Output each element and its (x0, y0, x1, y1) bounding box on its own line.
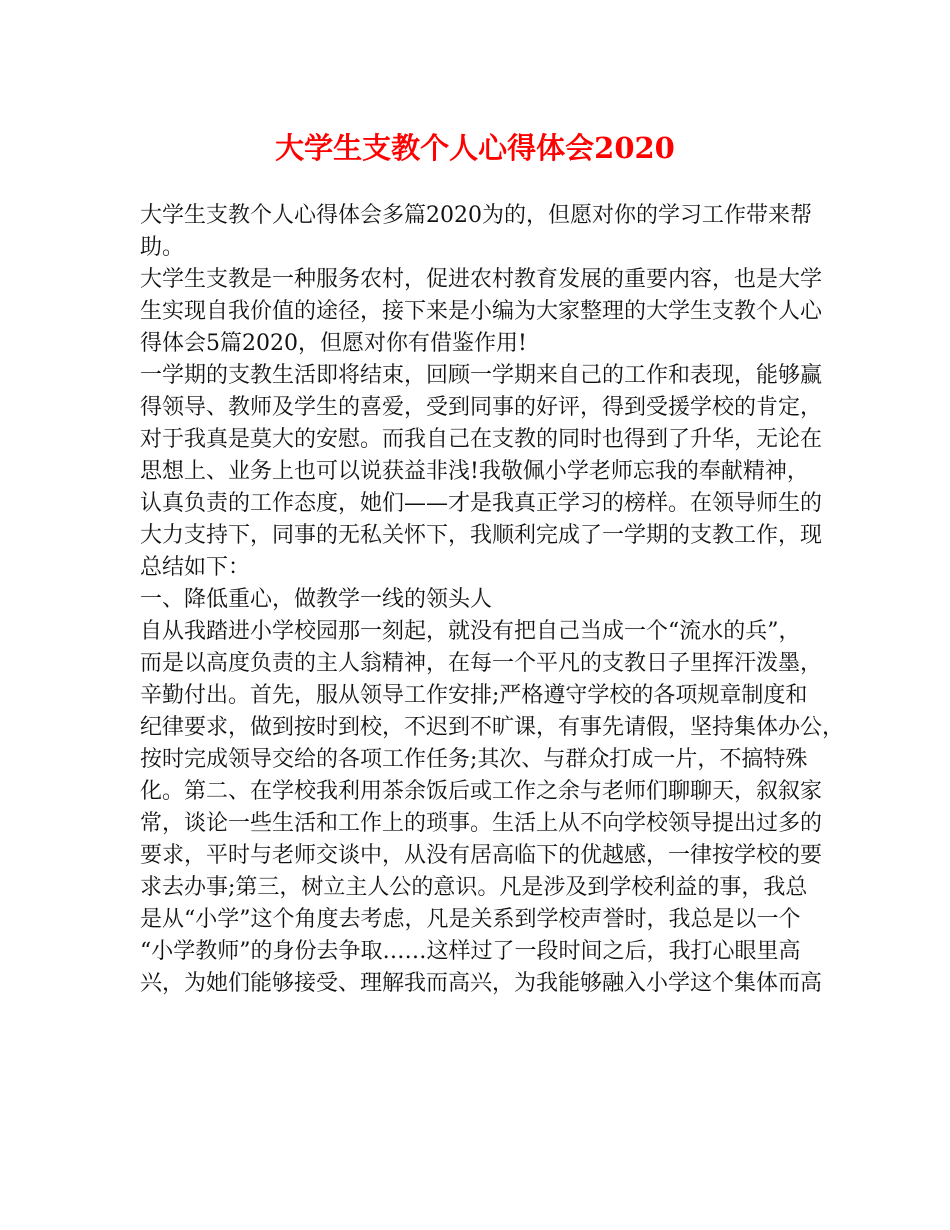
body-line: 要求，平时与老师交谈中，从没有居高临下的优越感，一律按学校的要 (140, 843, 823, 868)
body-line: 大学生支教是一种服务农村，促进农村教育发展的重要内容，也是大学 (140, 267, 823, 292)
body-line: 生实现自我价值的途径，接下来是小编为大家整理的大学生支教个人心 (140, 299, 823, 324)
section-heading: 一、降低重心，做教学一线的领头人 (140, 587, 493, 612)
body-line: 大学生支教个人心得体会多篇2020为的，但愿对你的学习工作带来帮 (140, 203, 812, 228)
body-line: 大力支持下，同事的无私关怀下，我顺利完成了一学期的支教工作，现 (140, 523, 823, 548)
body-line: 总结如下： (140, 555, 251, 580)
document-body (140, 200, 845, 1000)
body-line: “小学教师”的身份去争取……这样过了一段时间之后，我打心眼里高 (140, 939, 801, 964)
body-line: 助。 (140, 235, 185, 260)
body-line: 得领导、教师及学生的喜爱，受到同事的好评，得到受援学校的肯定， (140, 395, 823, 420)
body-line: 一学期的支教生活即将结束，回顾一学期来自己的工作和表现，能够赢 (140, 363, 823, 388)
body-line: 是从“小学”这个角度去考虑，凡是关系到学校声誉时，我总是以一个 (140, 907, 801, 932)
body-line: 纪律要求，做到按时到校，不迟到不旷课，有事先请假，坚持集体办公， (140, 715, 845, 740)
body-line: 自从我踏进小学校园那一刻起，就没有把自己当成一个“流水的兵”， (140, 619, 801, 644)
body-line: 而是以高度负责的主人翁精神，在每一个平凡的支教日子里挥汗泼墨， (140, 651, 823, 676)
body-line: 辛勤付出。首先，服从领导工作安排;严格遵守学校的各项规章制度和 (140, 683, 808, 708)
body-line: 认真负责的工作态度，她们——才是我真正学习的榜样。在领导师生的 (140, 491, 823, 516)
body-line: 求去办事;第三，树立主人公的意识。凡是涉及到学校利益的事，我总 (140, 875, 808, 900)
body-line: 兴，为她们能够接受、理解我而高兴，为我能够融入小学这个集体而高 (140, 971, 823, 996)
body-line: 化。第二、在学校我利用茶余饭后或工作之余与老师们聊聊天，叙叙家 (140, 779, 823, 804)
body-line: 对于我真是莫大的安慰。而我自己在支教的同时也得到了升华，无论在 (140, 427, 823, 452)
body-line: 得体会5篇2020，但愿对你有借鉴作用! (140, 331, 527, 356)
document-title: 大学生支教个人心得体会2020 (275, 131, 675, 165)
body-line: 按时完成领导交给的各项工作任务;其次、与群众打成一片，不搞特殊 (140, 747, 808, 772)
body-line: 思想上、业务上也可以说获益非浅!我敬佩小学老师忘我的奉献精神， (140, 459, 809, 484)
body-line: 常，谈论一些生活和工作上的琐事。生活上从不向学校领导提出过多的 (140, 811, 823, 836)
